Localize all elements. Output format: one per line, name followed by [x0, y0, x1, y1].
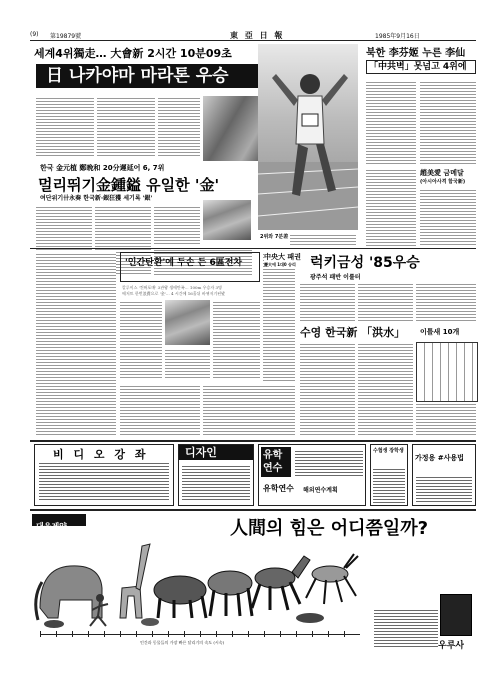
speed-scale-ticks: [40, 631, 360, 637]
top-story-kicker: 세계4위獨走… 大會新 2시간 10분09초: [34, 47, 232, 60]
right-mid-headline: 趙美愛 금메달: [420, 169, 464, 177]
ad-travel-text: [373, 467, 405, 503]
ad-video-text: [39, 461, 169, 501]
right-mid-subhead: (아시아사격 함국新): [420, 179, 466, 185]
ad-home-text: [416, 475, 472, 503]
newspaper-name: 東 亞 日 報: [230, 31, 285, 40]
swim-body-col1: [300, 342, 355, 437]
korea-story-subhead: 여단위기卄永奏 한국新·銀狂獲 세기록 '銀': [40, 195, 153, 202]
results-table: [416, 342, 478, 402]
bottom-ad-copy: [374, 608, 438, 648]
right-top-subhead-box: [366, 60, 476, 74]
right-top-subhead: 「中共벽」못넘고 4위에: [369, 62, 467, 72]
korea-body-col3: [154, 205, 200, 245]
animals-illustration: [30, 538, 370, 632]
lucky-body-col2: [358, 282, 413, 322]
top-story-headline-bar: [36, 64, 268, 88]
article-body-col2: [97, 96, 155, 156]
lucky-headline: 럭키금성 '85우승: [310, 255, 420, 271]
marathon-winner-photo: [258, 44, 358, 230]
bottom-ad: [30, 512, 476, 656]
swim-sub: 이틀새 10개: [420, 328, 460, 336]
lucky-subhead: 광주석 패반 이룰터: [310, 274, 361, 281]
chinese-team-headline: 中央大 패권: [264, 252, 314, 262]
product-name: 우루사: [438, 641, 465, 651]
ad-travel: [370, 444, 408, 506]
lightning-story-box: [120, 252, 260, 282]
ad-study-banner: [261, 447, 291, 477]
left-column-long: [36, 252, 116, 437]
page-number: (9): [30, 31, 39, 38]
lightning-story-sub1: 칼루이스 '컨버포매' 3관왕 생애만족… 100m 우승자 3명: [122, 285, 222, 290]
ad-study-title: 유학 연수: [263, 450, 283, 474]
ad-study-brand: 유학연수: [263, 484, 294, 493]
issue-date: 1985年9月16日: [375, 33, 420, 40]
right-top-headline: 북한 李芬姬 누른 李仙: [366, 48, 466, 59]
photo-caption-text: [290, 233, 356, 245]
pharma-logo: [32, 514, 86, 531]
product-box: [440, 594, 472, 636]
mid-rule: [30, 248, 476, 249]
top-story-headline: 日 나카야마 마라톤 우승: [46, 66, 229, 86]
ad-design-banner: [179, 445, 253, 460]
chinese-team-body: [263, 252, 295, 382]
lightning-body-col3: [165, 348, 210, 380]
ads-rule-mid: [30, 509, 476, 511]
sprinter-photo: [165, 300, 210, 345]
lightning-story-sub2: 에저트 한번浪費으로 '金'… 4 시간에 16홀뒤 바뀌저기된봤: [122, 291, 226, 296]
swim-body-col2: [358, 342, 413, 437]
chinese-team-sub: 慶大에 1대0 승리: [264, 262, 304, 268]
photo-caption: 2위와 7분差: [260, 234, 289, 240]
article-body-col1: [36, 96, 94, 156]
lightning-body-col1: [120, 300, 162, 380]
speed-scale-label: 인간과 동물들의 가장 빠른 달리기의 속도 (시속): [140, 640, 225, 645]
ad-design: [178, 444, 254, 506]
swim-headline: 수영 한국新 「洪水」: [300, 326, 406, 339]
lower-mid-body-col1: [120, 384, 200, 437]
ad-video-title: 비 디 오 강 좌: [53, 448, 149, 461]
korea-story-headline: 멀리뛰기金鍾鎰 유일한 '金': [38, 176, 220, 194]
article-body-col3: [158, 96, 200, 156]
ad-design-title: 디자인: [185, 446, 217, 459]
lower-mid-body-col2: [203, 384, 295, 437]
results-notes: [416, 402, 476, 437]
ad-study-plan: 해외연수계획: [303, 487, 338, 494]
pharma-brand: 대웅제약: [36, 522, 67, 531]
ad-study: [258, 444, 366, 506]
lucky-body-col3: [416, 282, 476, 322]
lightning-body-col2: [213, 300, 260, 380]
korea-story-kicker: 한국 金元植 鄭晩和 20分遲延어 6, 7위: [40, 164, 165, 172]
runner-figure: [258, 44, 358, 230]
ads-rule-top: [30, 440, 476, 442]
masthead: [30, 30, 476, 40]
right-top-body-col1: [366, 80, 416, 165]
athlete-photo-small: [203, 200, 251, 240]
right-mid-body-col2: [420, 188, 476, 246]
lucky-body-col1: [300, 282, 355, 322]
ad-video: [34, 444, 174, 506]
right-top-body-col2: [420, 80, 476, 165]
ad-home-appliance: [412, 444, 476, 506]
ad-design-text: [182, 464, 250, 502]
ad-travel-title: 수험생 장학생: [373, 448, 404, 454]
right-mid-body-col1: [366, 168, 416, 246]
masthead-rule: [30, 40, 476, 41]
issue-number: 第19879號: [50, 33, 82, 40]
bottom-ad-headline: 人間의 힘은 어디쯤일까?: [230, 518, 429, 539]
ad-study-text: [295, 449, 363, 477]
ad-home-title: 가정용 #사용법: [415, 454, 464, 462]
lightning-story-headline: '인간탄환'에 두손 든 6區전차: [125, 258, 243, 268]
